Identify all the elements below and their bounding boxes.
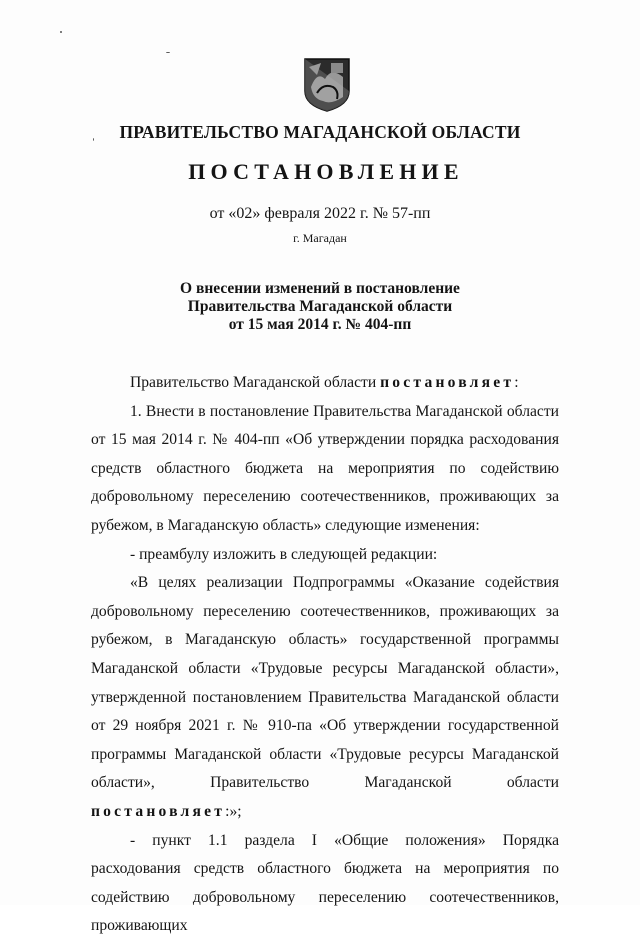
new-preamble-text: «В целях реализации Подпрограммы «Оказание содействия добровольному переселению соотечественников, проживающих за рубежом, в Магаданскую область» государственной программы Магаданской области «Трудовые ресурсы Магаданской области», утвержденной постановлением Правительства Магаданской области от 29 ноября 2021 г. № 910-па «Об утверждении государственной программы Магаданской области «Трудовые ресурсы Магаданской области», Правительство Магаданской области — [91, 574, 559, 792]
preamble-tail: : — [514, 374, 519, 391]
clause-1-paragraph: 1. Внести в постановление Правительства Магаданской области от 15 мая 2014 г. № 404-пп «Об утверждении порядка расходования средств областного бюджета на мероприятия по содействию добровольному переселению соотечественников, проживающих за рубежом, в Магаданскую область» следующие изменения: — [91, 402, 559, 534]
document-body — [91, 369, 559, 941]
subject-line: от 15 мая 2014 г. № 404-пп — [228, 316, 412, 333]
document-date-number: от «02» февраля 2022 г. № 57-пп — [209, 205, 431, 222]
document-subject — [0, 280, 640, 334]
document-type-title: ПОСТАНОВЛЕНИЕ — [188, 159, 464, 184]
preamble-paragraph — [91, 369, 559, 398]
new-preamble-paragraph — [91, 569, 559, 826]
new-preamble-tail: :»; — [225, 802, 242, 820]
subject-line: Правительства Магаданской области — [187, 298, 453, 315]
resolves-word: постановляет — [91, 802, 226, 820]
resolves-word: постановляет — [380, 374, 515, 391]
subject-line: О внесении изменений в постановление — [180, 280, 460, 297]
magadan-coat-of-arms-icon — [303, 57, 351, 113]
scan-speck — [166, 52, 170, 53]
preamble-change-paragraph: - преамбулу изложить в следующей редакции: — [130, 545, 438, 563]
organization-title: ПРАВИТЕЛЬСТВО МАГАДАНСКОЙ ОБЛАСТИ — [119, 122, 521, 142]
clause-1-1-paragraph: - пункт 1.1 раздела I «Общие положения» Порядка расходования средств областного бюджета на мероприятия по содействию добровольному переселению соотечественников, проживающих — [91, 831, 559, 935]
preamble-text: Правительство Магаданской области — [130, 374, 381, 391]
scan-speck — [60, 31, 62, 33]
document-city: г. Магадан — [293, 231, 347, 245]
